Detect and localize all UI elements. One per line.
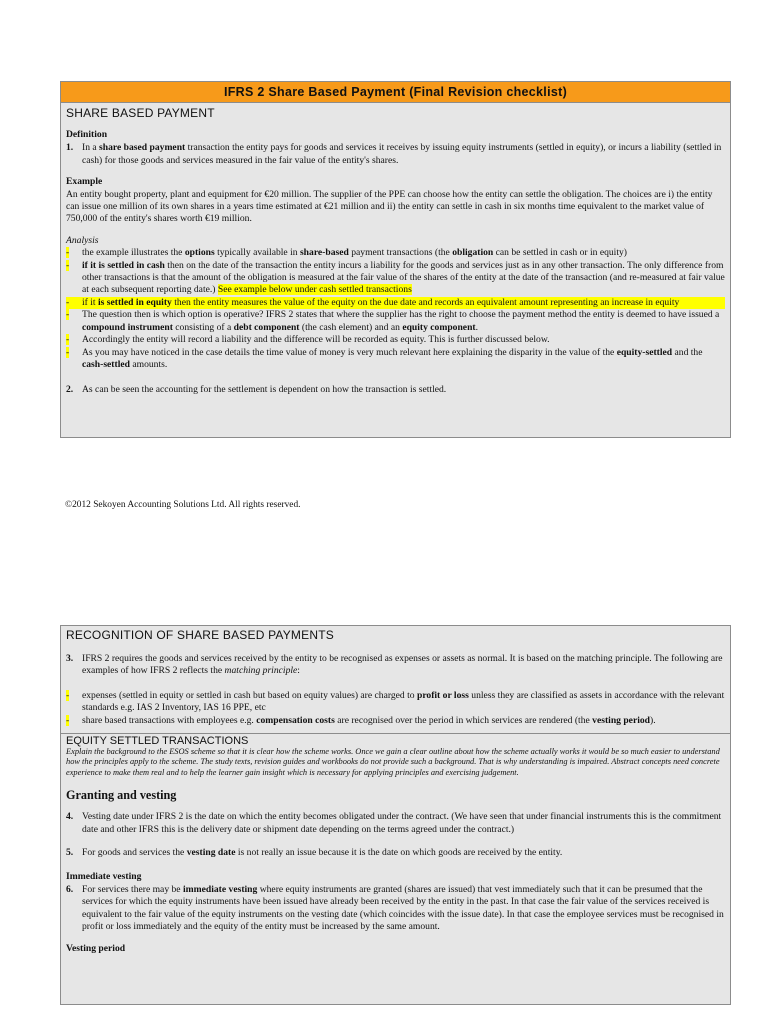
paragraph-text: As can be seen the accounting for the settlement is dependent on how the transaction is settled.: [82, 384, 447, 396]
vesting-period-heading: Vesting period: [66, 942, 126, 954]
paragraph-6: [66, 884, 725, 934]
bullet-dash: -: [66, 247, 70, 259]
recognition-bullet-expenses: - expenses (settled in equity or settled in cash but based on equity values) are charged to profit or loss unless they are classified as assets in accordance with the relevant standards e.g. IAS 2 Inventory, IAS 16 PPE, etc: [66, 689, 725, 714]
equity-settled-intro: Explain the background to the ESOS scheme so that it is clear how the scheme works. Once we gain a clear outline about how the scheme actually works it would be so much easier to understand how the principles apply to the scheme. The study texts, revision guides and workbooks do not provide such a background. That is why understanding is impaired. Abstract concepts need concrete experience to make them real and to help the learner gain insight which is necessary for applying principles and exercising judgement.: [66, 747, 720, 777]
paragraph-1: [66, 142, 725, 167]
analysis-bullet-options: - the example illustrates the options typically available in share-based payment transactions (the obligation can be settled in cash or in equity): [66, 247, 628, 259]
paragraph-2: [66, 384, 725, 396]
paragraph-number: 6.: [66, 883, 74, 895]
bullet-dash: -: [66, 714, 70, 726]
paragraph-number: 3.: [66, 653, 74, 664]
paragraph-number: 4.: [66, 811, 74, 823]
bullet-dash: -: [66, 296, 70, 308]
paragraph-number: 5.: [66, 847, 74, 859]
paragraph-text: For goods and services the vesting date is not really an issue because it is the date on which goods are received by the entity.: [82, 847, 563, 859]
analysis-bullet-cash-settled: - if it is settled in cash then on the date of the transaction the entity incurs a liability for the goods and services just as in any other transaction. The only difference from other transactions is that the amount of the obligation is measured at the fair value of the shares of the entity at the date of the transaction (and re-measured at fair value at each subsequent reporting date.) See example below under cash settled transactions: [66, 259, 725, 296]
cash-settled-cross-reference: See example below under cash settled transactions: [217, 284, 412, 296]
vesting-block: [61, 811, 730, 955]
analysis-bullet-liability: - Accordingly the entity will record a liability and the difference will be recorded as equity. This is further discussed below.: [66, 334, 550, 346]
bullet-dash: -: [66, 334, 70, 346]
bullet-dash: -: [66, 689, 70, 701]
paragraph-3: [66, 653, 725, 678]
immediate-vesting-heading: Immediate vesting: [66, 871, 142, 883]
example-text: An entity bought property, plant and equipment for €20 million. The supplier of the PPE can choose how the entity can settle the obligation. The choices are i) the entity can issue one million of its own shares in a years time estimated at €21 million and ii) the entity can settle in cash in six months time equivalent to the market value of 750,000 of the entity's shares worth €19 million.: [66, 188, 713, 225]
section-heading-recognition: RECOGNITION OF SHARE BASED PAYMENTS: [66, 628, 334, 642]
paragraph-number: 1.: [66, 142, 74, 154]
recognition-block: [61, 653, 730, 727]
analysis-bullet-equity-settled: - if it is settled in equity then the entity measures the value of the equity on the due date and records an equivalent amount representing an increase in equity: [66, 297, 725, 309]
bullet-dash: -: [66, 346, 70, 358]
copyright-notice: ©2012 Sekoyen Accounting Solutions Ltd. All rights reserved.: [65, 500, 301, 510]
recognition-bullet-employees: - share based transactions with employees e.g. compensation costs are recognised over the period in which services are rendered (the vesting period).: [66, 714, 656, 726]
paragraph-text: In a share based payment transaction the entity pays for goods and services it receives by issuing equity instruments (settled in equity), or incurs a liability (settled in cash) for those goods and services measured in the fair value of the entity's shares.: [82, 142, 722, 166]
bullet-dash: -: [66, 309, 70, 321]
analysis-heading: Analysis: [66, 234, 99, 246]
document-title: IFRS 2 Share Based Payment (Final Revision checklist): [61, 82, 730, 103]
example-heading: Example: [66, 176, 103, 188]
paragraph-4: [66, 811, 725, 836]
analysis-bullet-compound-instrument: - The question then is which option is operative? IFRS 2 states that where the supplier has the right to choose the payment method the entity is deemed to have issued a compound instrument consisting of a debt component (the cash element) and an equity component.: [66, 309, 720, 333]
paragraph-number: 2.: [66, 384, 74, 396]
recognition-box: [60, 625, 731, 1005]
bullet-dash: -: [66, 259, 70, 271]
analysis-bullet-time-value: - As you may have noticed in the case details the time value of money is very much relevant here explaining the disparity in the value of the equity-settled and the cash-settled amounts.: [66, 346, 703, 370]
granting-and-vesting-heading: Granting and vesting: [66, 788, 177, 803]
definition-heading: Definition: [66, 129, 108, 140]
paragraph-text: For services there may be immediate vesting where equity instruments are granted (shares are issued) that vest immediately such that it can be presumed that the services for which the equity instruments have been issued have already been received by the entity in the past. In that case the fair value of the services received is equivalent to the fair value of the equity instruments on the vesting date (which coincides with the issue date). In that case the employee services must be recognised in profit or loss immediately and the equity of the entity must be increased by the same amount.: [82, 883, 724, 933]
revision-checklist-box: [60, 81, 731, 438]
definition-block: [61, 129, 730, 397]
section-heading-equity-settled: EQUITY SETTLED TRANSACTIONS: [66, 735, 249, 748]
paragraph-text: IFRS 2 requires the goods and services received by the entity to be recognised as expenses or assets as normal. It is based on the matching principle. The following are examples of how IFRS 2 reflects the matching principle:: [82, 653, 723, 677]
paragraph-text: Vesting date under IFRS 2 is the date on which the entity becomes obligated under the contract. (We have seen that under financial instruments this is the commitment date and other IFRS this is the delivery date or shipment date depending on the terms agreed under the contract.): [82, 811, 722, 835]
section-heading-share-based-payment: SHARE BASED PAYMENT: [66, 106, 215, 120]
paragraph-5: [66, 847, 725, 859]
